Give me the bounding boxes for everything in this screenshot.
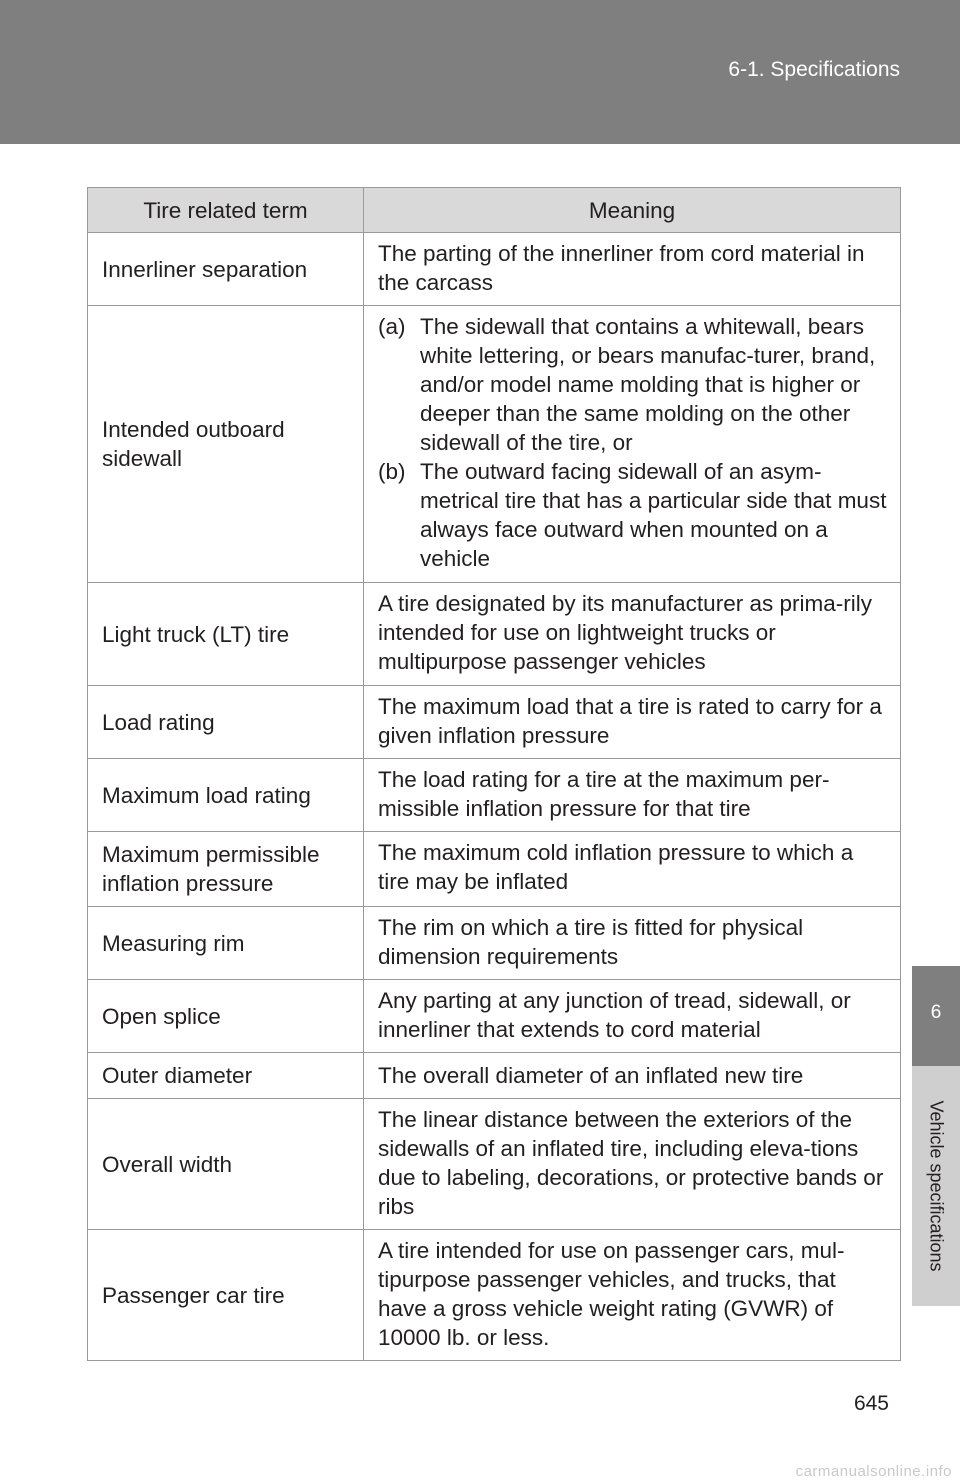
chapter-label-tab <box>912 1066 960 1306</box>
section-title: 6-1. Specifications <box>728 58 900 81</box>
header-meaning: Meaning <box>364 188 901 233</box>
table-row <box>88 1053 901 1099</box>
chapter-label: Vehicle specifications <box>926 1100 947 1272</box>
table-row <box>88 907 901 980</box>
term-cell: Intended outboard sidewall <box>88 306 364 583</box>
list-marker: (a) <box>378 314 406 339</box>
table-row <box>88 233 901 306</box>
header-term: Tire related term <box>88 188 364 233</box>
chapter-tab[interactable] <box>912 966 960 1066</box>
term-cell: Load rating <box>88 686 364 759</box>
table-row <box>88 686 901 759</box>
list-item <box>378 457 888 573</box>
term-cell: Passenger car tire <box>88 1230 364 1361</box>
meaning-cell: The load rating for a tire at the maximum per-missible inflation pressure for that tire <box>364 759 901 832</box>
term-cell: Innerliner separation <box>88 233 364 306</box>
term-cell: Outer diameter <box>88 1053 364 1099</box>
term-cell: Light truck (LT) tire <box>88 583 364 686</box>
table-row <box>88 1099 901 1230</box>
meaning-cell: The parting of the innerliner from cord material in the carcass <box>364 233 901 306</box>
meaning-cell: A tire intended for use on passenger cars, mul-tipurpose passenger vehicles, and trucks, that have a gross vehicle weight rating (GVWR) of 10000 lb. or less. <box>364 1230 901 1361</box>
list-text: The sidewall that contains a whitewall, bears white lettering, or bears manufac-turer, brand, and/or model name molding that is higher or deeper than the same molding on the other sidewall of the tire, or <box>420 314 876 455</box>
term-cell: Overall width <box>88 1099 364 1230</box>
term-cell: Maximum permissible inflation pressure <box>88 832 364 907</box>
table-row <box>88 306 901 583</box>
list-item <box>378 312 888 457</box>
table-row <box>88 832 901 907</box>
meaning-cell: The maximum cold inflation pressure to which a tire may be inflated <box>364 832 901 907</box>
meaning-cell <box>364 306 901 583</box>
list-marker: (b) <box>378 459 406 484</box>
meaning-cell: The rim on which a tire is fitted for physical dimension requirements <box>364 907 901 980</box>
page-number: 645 <box>853 1392 889 1415</box>
meaning-cell: The linear distance between the exteriors of the sidewalls of an inflated tire, including eleva-tions due to labeling, decorations, or protective bands or ribs <box>364 1099 901 1230</box>
tire-terms-table <box>87 187 901 1361</box>
term-cell: Open splice <box>88 980 364 1053</box>
meaning-cell: The maximum load that a tire is rated to carry for a given inflation pressure <box>364 686 901 759</box>
header-band <box>0 0 960 144</box>
list-text: The outward facing sidewall of an asym-metrical tire that has a particular side that must always face outward when mounted on a vehicle <box>420 459 887 571</box>
meaning-cell: Any parting at any junction of tread, sidewall, or innerliner that extends to cord material <box>364 980 901 1053</box>
table-row <box>88 759 901 832</box>
table-row <box>88 1230 901 1361</box>
watermark: carmanualsonline.info <box>795 1463 952 1480</box>
table-row <box>88 583 901 686</box>
chapter-number: 6 <box>930 1002 942 1023</box>
term-cell: Maximum load rating <box>88 759 364 832</box>
table-row <box>88 980 901 1053</box>
meaning-cell: A tire designated by its manufacturer as prima-rily intended for use on lightweight trucks or multipurpose passenger vehicles <box>364 583 901 686</box>
meaning-cell: The overall diameter of an inflated new tire <box>364 1053 901 1099</box>
table-header-row <box>88 188 901 233</box>
term-cell: Measuring rim <box>88 907 364 980</box>
